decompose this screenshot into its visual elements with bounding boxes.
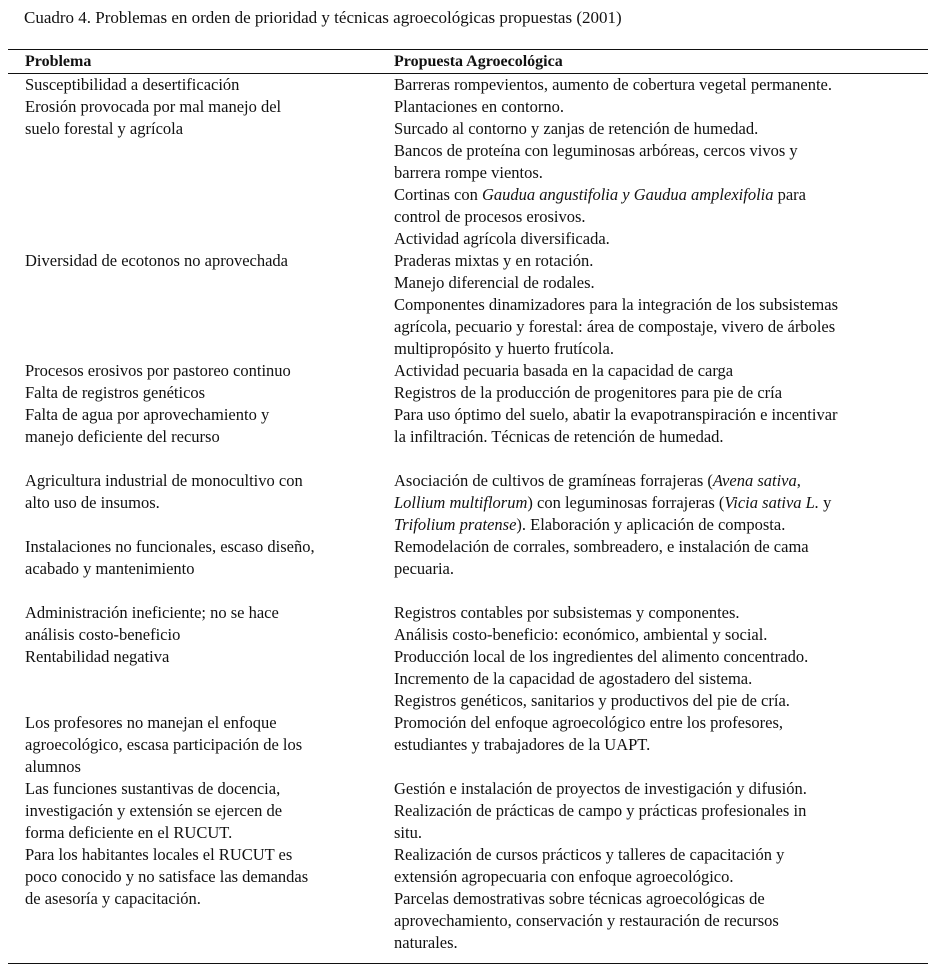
proposal-cell-line: Bancos de proteína con leguminosas arbóreas, cercos vivos y: [394, 141, 798, 160]
proposal-cell-line: Actividad agrícola diversificada.: [394, 229, 610, 248]
species-name: Gaudua angustifolia y Gaudua amplexifolia: [482, 185, 774, 204]
problem-cell-line: Instalaciones no funcionales, escaso diseño,: [25, 537, 315, 556]
proposal-cell-line: Manejo diferencial de rodales.: [394, 273, 595, 292]
proposal-cell-line: Realización de prácticas de campo y prácticas profesionales in: [394, 801, 807, 820]
problem-cell-line: Las funciones sustantivas de docencia,: [25, 779, 281, 798]
proposal-cell-line: extensión agropecuaria con enfoque agroecológico.: [394, 867, 734, 886]
proposal-cell-line: la infiltración. Técnicas de retención de humedad.: [394, 427, 724, 446]
problem-cell-line: manejo deficiente del recurso: [25, 427, 220, 446]
proposal-cell-line: Plantaciones en contorno.: [394, 97, 564, 116]
species-name: Vicia sativa L.: [724, 493, 819, 512]
species-name: Trifolium pratense: [394, 515, 517, 534]
problem-cell-line: Rentabilidad negativa: [25, 647, 170, 666]
problem-cell-line: Los profesores no manejan el enfoque: [25, 713, 277, 732]
problem-cell-line: Erosión provocada por mal manejo del: [25, 97, 282, 116]
proposal-cell-line: Remodelación de corrales, sombreadero, e instalación de cama: [394, 537, 809, 556]
column-header-problem: Problema: [25, 53, 92, 70]
problem-cell-line: Falta de registros genéticos: [25, 383, 206, 402]
problem-cell-line: alumnos: [25, 757, 81, 776]
proposal-cell-line: situ.: [394, 823, 422, 842]
proposal-cell-line: control de procesos erosivos.: [394, 207, 586, 226]
problem-cell-line: Diversidad de ecotonos no aprovechada: [25, 251, 288, 270]
proposal-cell-line: agrícola, pecuario y forestal: área de compostaje, vivero de árboles: [394, 317, 836, 336]
proposal-cell-line: Análisis costo-beneficio: económico, ambiental y social.: [394, 625, 768, 644]
problem-cell-line: forma deficiente en el RUCUT.: [25, 823, 233, 842]
proposal-cell-line: Gestión e instalación de proyectos de investigación y difusión.: [394, 779, 807, 798]
proposal-cell-line: Asociación de cultivos de gramíneas forrajeras (Avena sativa,: [394, 471, 801, 490]
problem-cell-line: de asesoría y capacitación.: [25, 889, 201, 908]
problem-cell-line: análisis costo-beneficio: [25, 625, 181, 644]
problem-cell-line: suelo forestal y agrícola: [25, 119, 184, 138]
proposal-cell-line: Praderas mixtas y en rotación.: [394, 251, 594, 270]
proposal-cell-line: Barreras rompevientos, aumento de cobertura vegetal permanente.: [394, 75, 832, 94]
proposal-cell-line: Producción local de los ingredientes del alimento concentrado.: [394, 647, 809, 666]
proposal-cell-line: multipropósito y huerto frutícola.: [394, 339, 614, 358]
proposal-cell-line: Registros de la producción de progenitores para pie de cría: [394, 383, 783, 402]
species-name: Lollium multiflorum: [394, 493, 528, 512]
table-caption: Cuadro 4. Problemas en orden de prioridad y técnicas agroecológicas propuestas (2001): [24, 8, 622, 27]
proposal-cell-line: Para uso óptimo del suelo, abatir la evapotranspiración e incentivar: [394, 405, 838, 424]
proposal-cell-line: Lollium multiflorum) con leguminosas forrajeras (Vicia sativa L. y: [394, 493, 832, 512]
proposal-cell-line: Realización de cursos prácticos y talleres de capacitación y: [394, 845, 785, 864]
table-top-rule: [8, 49, 928, 50]
column-header-proposal: Propuesta Agroecológica: [394, 53, 563, 70]
proposal-cell-line: Registros genéticos, sanitarios y productivos del pie de cría.: [394, 691, 790, 710]
proposal-cell-line: Componentes dinamizadores para la integración de los subsistemas: [394, 295, 839, 314]
problem-cell-line: investigación y extensión se ejercen de: [25, 801, 283, 820]
proposal-cell-line: Parcelas demostrativas sobre técnicas agroecológicas de: [394, 889, 765, 908]
problem-cell-line: Para los habitantes locales el RUCUT es: [25, 845, 293, 864]
proposal-cell-line: Incremento de la capacidad de agostadero del sistema.: [394, 669, 753, 688]
problem-cell-line: Susceptibilidad a desertificación: [25, 75, 240, 94]
proposal-cell-line: Cortinas con Gaudua angustifolia y Gaudua amplexifolia para: [394, 185, 807, 204]
problem-cell-line: Administración ineficiente; no se hace: [25, 603, 279, 622]
proposal-cell-line: barrera rompe vientos.: [394, 163, 543, 182]
proposal-cell-line: Registros contables por subsistemas y componentes.: [394, 603, 740, 622]
table-bottom-rule: [8, 963, 928, 964]
proposal-cell-line: Promoción del enfoque agroecológico entre los profesores,: [394, 713, 783, 732]
proposal-cell-line: pecuaria.: [394, 559, 454, 578]
proposal-cell-line: Trifolium pratense). Elaboración y aplicación de composta.: [394, 515, 786, 534]
problem-cell-line: agroecológico, escasa participación de los: [25, 735, 303, 754]
species-name: Avena sativa: [712, 471, 797, 490]
proposal-cell-line: naturales.: [394, 933, 458, 952]
problem-cell-line: Agricultura industrial de monocultivo con: [25, 471, 303, 490]
problem-cell-line: acabado y mantenimiento: [25, 559, 195, 578]
problem-cell-line: Procesos erosivos por pastoreo continuo: [25, 361, 291, 380]
problem-cell-line: alto uso de insumos.: [25, 493, 160, 512]
problem-cell-line: poco conocido y no satisface las demandas: [25, 867, 309, 886]
problem-cell-line: Falta de agua por aprovechamiento y: [25, 405, 270, 424]
proposal-cell-line: estudiantes y trabajadores de la UAPT.: [394, 735, 651, 754]
proposal-cell-line: aprovechamiento, conservación y restauración de recursos: [394, 911, 779, 930]
proposal-cell-line: Actividad pecuaria basada en la capacidad de carga: [394, 361, 734, 380]
proposal-cell-line: Surcado al contorno y zanjas de retención de humedad.: [394, 119, 759, 138]
